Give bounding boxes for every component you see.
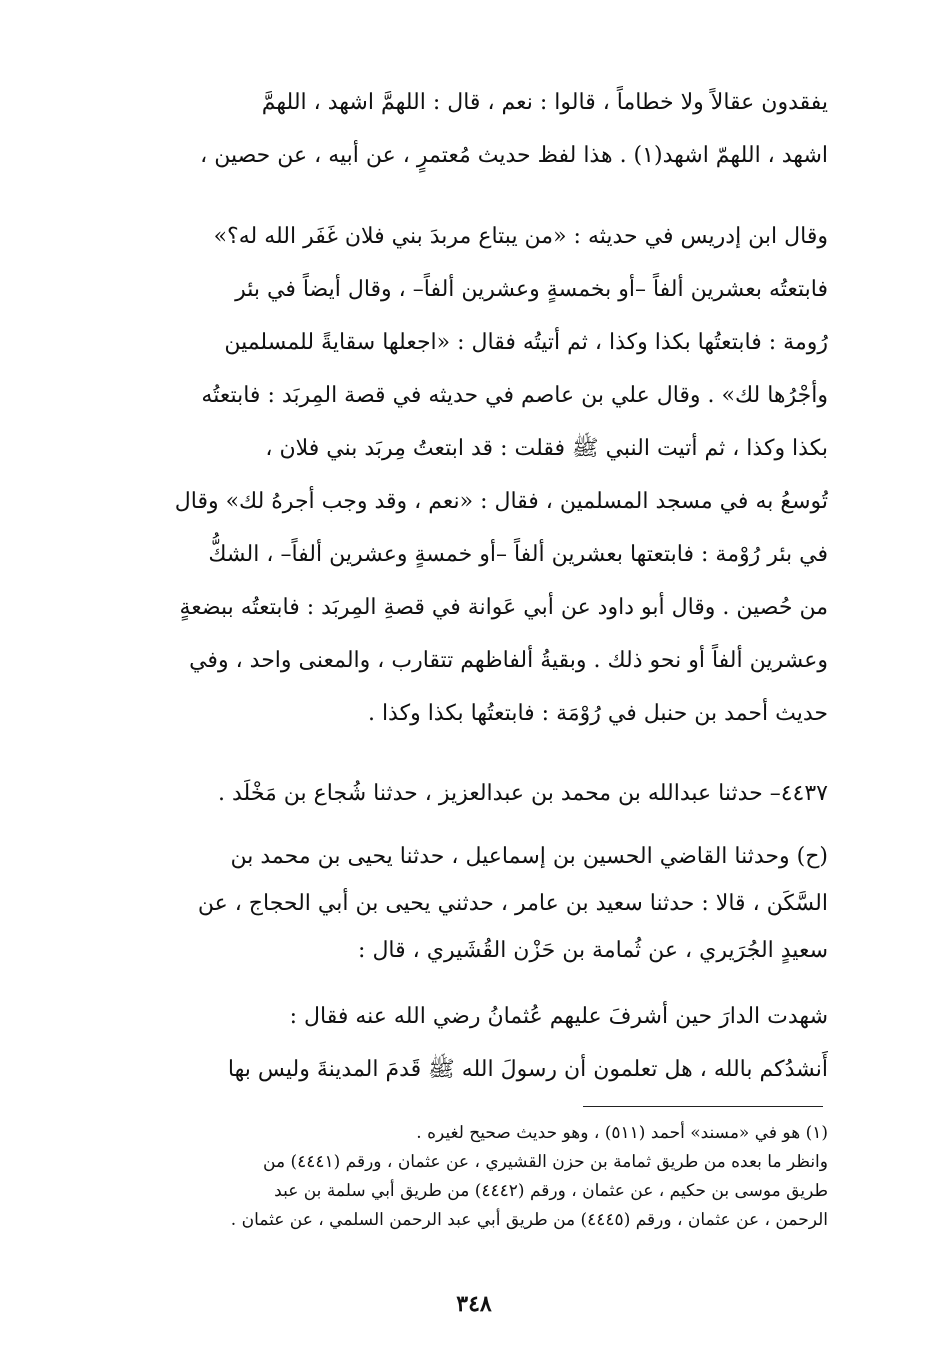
text-line: سعيدٍ الجُرَيري ، عن ثُمامة بن حَزْن القُشَيري ، قال : (358, 938, 828, 963)
footnote-divider (583, 1106, 823, 1107)
footnote-line: (١) هو في «مسند» أحمد (٥١١) ، وهو حديث صحيح لغيره . (416, 1123, 828, 1143)
footnote-line: الرحمن ، عن عثمان ، ورقم (٤٤٤٥) من طريق أبي عبد الرحمن السلمي ، عن عثمان . (230, 1210, 828, 1230)
text-line: وعشرين ألفاً أو نحو ذلك . وبقيةُ ألفاظهم تتقارب ، والمعنى واحد ، وفي (189, 648, 828, 673)
text-line: وقال ابن إدريس في حديثه : «من يبتاع مربدَ بني فلان غَفَر الله له؟» (213, 224, 828, 249)
text-line: السَّكَن ، قالا : حدثنا سعيد بن عامر ، حدثني يحيى بن أبي الحجاج ، عن (197, 891, 828, 916)
page-number: ٣٤٨ (456, 1291, 492, 1317)
hadith-4437-heading (100, 767, 828, 820)
paragraph-isnad (100, 833, 828, 974)
text-line: فابتعتُه بعشرين ألفاً –أو بخمسةٍ وعشرين ألفاً– ، وقال أيضاً في بئر (235, 277, 828, 302)
text-line: أَنشدُكم بالله ، هل تعلمون أن رسولَ الله ﷺ قَدمَ المدينةَ وليس بها (227, 1057, 828, 1082)
text-line: شهدت الدارَ حين أشرفَ عليهم عُثمانُ رضي الله عنه فقال : (289, 1004, 828, 1029)
text-line: يفقدون عقالاً ولا خطاماً ، قالوا : نعم ، قال : اللهمَّ اشهد ، اللهمَّ (261, 90, 828, 115)
text-line: ٤٤٣٧– حدثنا عبدالله بن محمد بن عبدالعزيز ، حدثنا شُجاع بن مَخْلَد . (218, 781, 828, 806)
text-line: من حُصين . وقال أبو داود عن أبي عَوانة في قصةِ المِربَد : فابتعتُه ببضعةٍ (179, 595, 828, 620)
text-line: في بئر رُوْمة : فابتعتها بعشرين ألفاً –أو خمسةٍ وعشرين ألفاً– ، الشكُّ (208, 542, 828, 567)
text-line: بكذا وكذا ، ثم أتيت النبي ﷺ فقلت : قد ابتعتُ مِربَد بني فلان ، (265, 436, 828, 461)
footnotes (100, 1119, 828, 1235)
text-line: حديث أحمد بن حنبل في رُوْمَة : فابتعتُها بكذا وكذا . (367, 701, 828, 726)
text-line: رُومة : فابتعتُها بكذا وكذا ، ثم أتيتُه فقال : «اجعلها سقايةً للمسلمين (224, 330, 828, 355)
paragraph-continuation (100, 76, 828, 182)
text-line: (ح) وحدثنا القاضي الحسين بن إسماعيل ، حدثنا يحيى بن محمد بن (230, 844, 828, 869)
footnote-line: وانظر ما بعده من طريق ثمامة بن حزن القشيري ، عن عثمان ، ورقم (٤٤٤١) من (263, 1152, 828, 1172)
text-line: وأجْرُها لك» . وقال علي بن عاصم في حديثه في قصة المِربَد : فابتعتُه (201, 383, 828, 408)
paragraph-matn (100, 990, 828, 1096)
text-line: اشهد ، اللهمّ اشهد(١) . هذا لفظ حديث مُعتمرٍ ، عن أبيه ، عن حصين ، (200, 143, 828, 168)
paragraph-narrations (100, 210, 828, 740)
footnote-line: طريق موسى بن حكيم ، عن عثمان ، ورقم (٤٤٤٢) من طريق أبي سلمة بن عبد (274, 1181, 828, 1201)
text-line: تُوسعُ به في مسجد المسلمين ، فقال : «نعم ، وقد وجب أجرهُ لك» وقال (174, 489, 828, 514)
